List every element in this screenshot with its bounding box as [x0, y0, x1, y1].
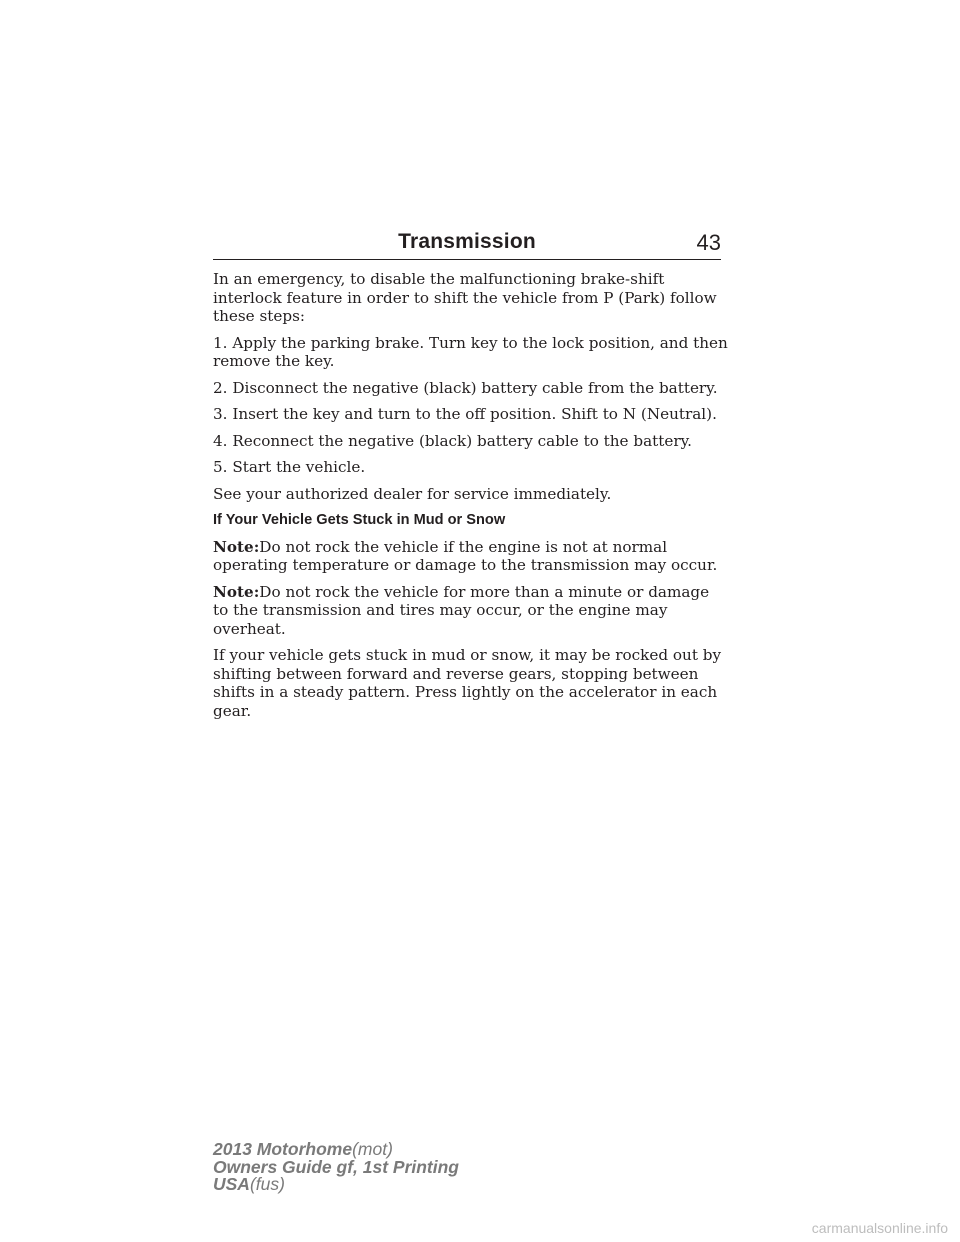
note-2: [213, 583, 728, 639]
footer-guide: Owners Guide gf, 1st Printing: [213, 1156, 459, 1177]
page-header: [213, 230, 721, 262]
step-1: 1. Apply the parking brake. Turn key to the lock position, and then remove the key.: [213, 333, 728, 370]
note-label: Note:: [213, 582, 260, 601]
footer-model-code: (mot): [352, 1139, 393, 1159]
watermark: carmanualsonline.info: [811, 1220, 948, 1236]
page-footer: [213, 1141, 459, 1194]
footer-model: 2013 Motorhome: [213, 1139, 353, 1159]
note-1: [213, 538, 728, 575]
footer-line-3: [213, 1176, 459, 1194]
page-number: 43: [696, 230, 721, 255]
step-4: 4. Reconnect the negative (black) battery cable to the battery.: [213, 431, 692, 450]
step-3: 3. Insert the key and turn to the off position. Shift to N (Neutral).: [213, 405, 717, 423]
note-text: Do not rock the vehicle for more than a minute or damage to the transmission and tires may occur, or the engine may overheat.: [213, 582, 710, 638]
footer-market: USA: [213, 1174, 250, 1194]
service-paragraph: See your authorized dealer for service immediately.: [213, 484, 612, 503]
intro-paragraph: In an emergency, to disable the malfunctioning brake-shift interlock feature in order to shift the vehicle from P (Park) follow these steps:: [213, 270, 717, 325]
closing-paragraph: If your vehicle gets stuck in mud or snow, it may be rocked out by shifting between forward and reverse gears, stopping between shifts in a steady pattern. Press lightly on the accelerator in each gear.: [213, 646, 722, 720]
note-label: Note:: [213, 537, 260, 556]
page-body: [213, 270, 728, 728]
section-title: Transmission: [398, 230, 536, 253]
note-text: Do not rock the vehicle if the engine is not at normal operating temperature or damage to the transmission may occur.: [213, 537, 718, 574]
footer-market-code: (fus): [249, 1174, 285, 1194]
step-2: 2. Disconnect the negative (black) battery cable from the battery.: [213, 378, 718, 397]
step-5: 5. Start the vehicle.: [213, 458, 366, 476]
header-divider: [213, 259, 721, 260]
section-heading: If Your Vehicle Gets Stuck in Mud or Snow: [213, 512, 506, 528]
